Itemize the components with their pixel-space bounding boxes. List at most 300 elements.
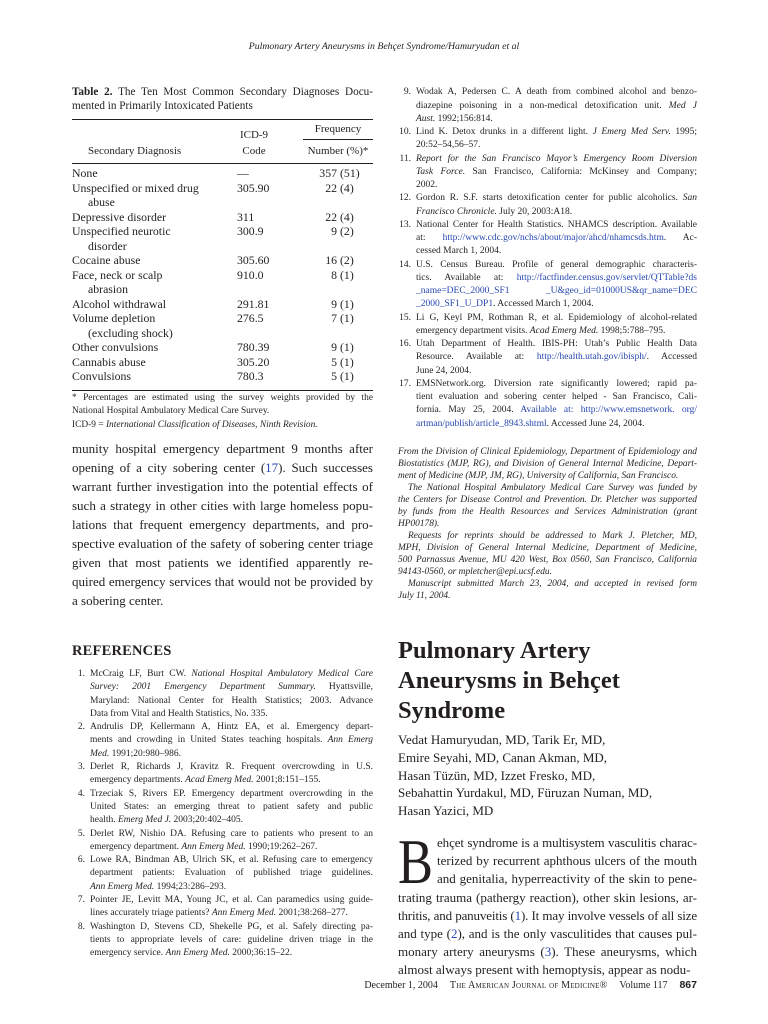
affiliation-line xyxy=(398,494,697,506)
text-run: Lowe RA, Bindman AB, Ulrich SK, et al. Refusing care to emergency xyxy=(90,855,373,866)
reference-number: 3. xyxy=(77,762,85,773)
diagnosis-cell: abrasion xyxy=(88,282,128,296)
affiliation-line xyxy=(398,458,697,470)
text-run: The Ten Most Common Secondary Diagnoses Docu- xyxy=(112,86,373,98)
text-run: . Accessed March 1, 2004. xyxy=(493,299,594,310)
text-run: Vedat Hamuryudan, MD, Tarik Er, MD, xyxy=(398,732,606,747)
text-run: spective evaluation of the safety of sobering center triage xyxy=(72,535,373,551)
table-row xyxy=(72,181,373,210)
header-code: Code xyxy=(242,145,266,157)
reference-line xyxy=(416,153,697,166)
text-run: Syndrome xyxy=(398,697,506,724)
reference-number: 17. xyxy=(399,378,411,389)
count-cell: 9 xyxy=(331,340,337,354)
text-run: ment of Medicine (MJP, JM, RG), University of California, San Francisco. xyxy=(398,471,679,481)
link[interactable]: _2000_SF1_U_DP1 xyxy=(416,299,494,310)
diagnosis-cell: Cocaine abuse xyxy=(72,253,141,267)
reference-number: 9. xyxy=(403,87,411,98)
text-run: trating trauma (pathergy reaction), other skin lesions, ar- xyxy=(398,889,697,905)
reference-line xyxy=(416,298,697,311)
text-line xyxy=(398,767,697,785)
text-run: Data from Vital and Health Statistics, No. 335. xyxy=(90,708,268,719)
italic-run: National Hospital Ambulatory Medical Care xyxy=(191,669,373,679)
text-run: San Francisco, California: McKinsey and Company; xyxy=(465,166,697,177)
reference-item xyxy=(72,854,373,894)
text-run: 2003;20:402–405. xyxy=(171,815,243,826)
table-row xyxy=(72,369,373,384)
text-run: Lind K. Detox drunks in a different light. xyxy=(416,127,593,138)
reference-text xyxy=(416,338,697,378)
reference-text xyxy=(416,312,697,339)
percent-cell: (2) xyxy=(340,253,354,267)
affiliation-line xyxy=(398,566,697,578)
footnote-line xyxy=(72,419,373,432)
table-caption xyxy=(72,85,373,113)
text-run: emergency department visits. xyxy=(416,325,530,336)
link[interactable]: http://www.cdc.gov/nchs/about/major/ahcd/nhamcsds.htm xyxy=(442,233,664,244)
reference-item xyxy=(72,668,373,721)
reference-item xyxy=(72,761,373,788)
table-row xyxy=(72,268,373,297)
text-run: EMSNetwork.org. Diversion rate significantly lowered; rapid pa- xyxy=(416,378,697,389)
reference-line xyxy=(90,734,373,747)
text-line xyxy=(398,696,697,726)
reference-line xyxy=(416,232,697,245)
text-run: Hasan Yazici, MD xyxy=(398,803,494,819)
text-line xyxy=(398,666,697,696)
text-run: thritis, and panuveitis ( xyxy=(398,907,515,923)
text-run: by funds from the Health Resources and Services Administration (grant xyxy=(398,507,697,517)
reference-text xyxy=(90,894,373,921)
affiliation-line xyxy=(398,554,697,566)
text-run: emergency departments. xyxy=(90,775,186,786)
text-run: lations that frequent emergency departments, and pro- xyxy=(72,516,373,532)
reference-line xyxy=(416,113,697,126)
text-run: ments and crowding in United States teaching hospitals. xyxy=(90,735,328,746)
reference-line xyxy=(90,788,373,801)
text-run: such a strategy in other cities with large homeless popu- xyxy=(72,497,373,513)
footnote-line xyxy=(72,405,373,418)
text-run: a sobering center. xyxy=(72,592,164,608)
footnote xyxy=(72,419,373,432)
text-run: quired emergency services that would not be provided by xyxy=(72,573,373,589)
affiliation-paragraph xyxy=(398,578,697,602)
text-run: McCraig LF, Burt CW. xyxy=(90,669,192,679)
text-run: cessed March 1, 2004. xyxy=(416,246,502,257)
drop-cap: B xyxy=(398,826,434,897)
reference-number: 6. xyxy=(77,855,85,866)
diagnosis-cell: Alcohol withdrawal xyxy=(72,296,167,311)
reference-line xyxy=(416,312,697,325)
text-run: mented in Primarily Intoxicated Patients xyxy=(72,100,253,112)
italic-run: Emerg Med J. xyxy=(117,815,172,826)
reference-line xyxy=(416,285,697,298)
reference-line xyxy=(90,801,373,814)
reference-line xyxy=(416,100,697,113)
text-run: June 24, 2004. xyxy=(416,365,472,376)
reference-line xyxy=(416,166,697,179)
text-run: tient evaluation and sobering center helped - San Francisco, Cali- xyxy=(416,392,697,403)
reference-line xyxy=(90,854,373,867)
text-run: 1990;19:262–267. xyxy=(245,841,318,852)
reference-text xyxy=(416,126,697,153)
text-line xyxy=(398,870,697,888)
text-run: the Centers for Disease Control and Prevention. Dr. Pletcher was supported xyxy=(398,495,697,505)
diagnosis-cell: Unspecified neurotic xyxy=(72,224,171,238)
text-line xyxy=(398,961,697,979)
text-run: July 20, 2003:A18. xyxy=(496,206,573,217)
text-line xyxy=(398,834,697,852)
italic-run: Med J xyxy=(668,100,697,111)
reference-text xyxy=(90,828,373,855)
text-run: 1998;5:788–795. xyxy=(598,325,666,336)
text-run: ICD-9 = xyxy=(72,419,106,430)
affiliation-line xyxy=(398,590,697,602)
text-line xyxy=(398,636,697,666)
text-run: 1995; xyxy=(670,127,698,138)
text-run: MPH, Division of General Internal Medicine, Department of Medicine, xyxy=(398,543,697,553)
text-run: 94143-0560, or mpletcher@epi.ucsf.edu. xyxy=(398,567,552,577)
author-affiliation-note xyxy=(398,446,697,602)
reference-line xyxy=(90,814,373,827)
text-line xyxy=(72,477,373,496)
reference-number: 10. xyxy=(399,127,411,138)
text-run: 1992;156:814. xyxy=(435,113,493,124)
header-icd9: ICD-9 xyxy=(239,129,269,141)
reference-number: 12. xyxy=(399,193,411,204)
reference-number: 11. xyxy=(399,153,411,164)
text-run: department patients: Evaluation of published triage guidelines. xyxy=(90,868,373,879)
link[interactable]: 1 xyxy=(514,907,521,923)
count-cell: 357 xyxy=(319,166,337,180)
text-run: United States: an emerging threat to patient safety and public xyxy=(90,801,373,812)
italic-run: Francisco Chronicle. xyxy=(416,206,497,217)
text-run: Emire Seyahi, MD, Canan Akman, MD, xyxy=(398,749,608,765)
reference-item xyxy=(398,338,697,378)
reference-line xyxy=(90,708,373,721)
text-run: ehçet syndrome is a multisystem vasculitis charac- xyxy=(437,835,697,850)
link[interactable]: _name=DEC_2000_SF1 _U&geo_id=01000US&qr_name=DEC xyxy=(416,286,697,297)
reference-number: 8. xyxy=(77,921,85,932)
italic-run: J Emerg Med Serv. xyxy=(592,127,671,138)
table-row xyxy=(72,355,373,370)
reference-line xyxy=(90,721,373,734)
table-bottom-rule xyxy=(72,390,373,391)
reference-number: 16. xyxy=(399,339,411,350)
italic-run: San xyxy=(682,193,697,204)
text-run: . Ac- xyxy=(663,233,697,244)
reference-line xyxy=(416,179,697,192)
reference-line xyxy=(416,272,697,285)
reference-line xyxy=(416,219,697,232)
text-run: Resource. Available at: xyxy=(416,352,537,363)
italic-run: Ann Emerg Med. xyxy=(181,841,246,852)
icd9-code-cell: 276.5 xyxy=(237,311,264,325)
percent-cell: (2) xyxy=(340,224,354,238)
reference-item xyxy=(72,828,373,855)
link[interactable]: artman/publish/article_8943.shtml xyxy=(416,418,547,429)
text-line xyxy=(72,591,373,610)
link[interactable]: http://health.utah.gov/ibisph/ xyxy=(536,352,647,363)
article-body-text xyxy=(398,834,697,980)
reference-line xyxy=(416,245,697,258)
header-number-percent: Number (%)* xyxy=(307,145,369,157)
reference-item xyxy=(72,894,373,921)
reference-line xyxy=(90,947,373,960)
text-run: 20:52–54,56–57. xyxy=(416,140,481,151)
text-run: given that most patients we identified apparently re- xyxy=(72,554,373,570)
diagnosis-cell: disorder xyxy=(88,238,127,253)
reference-line xyxy=(416,378,697,391)
text-run: Gordon R. S.F. starts detoxification center for public alcoholics. xyxy=(416,193,683,204)
reference-item xyxy=(398,192,697,219)
affiliation-line xyxy=(398,446,697,458)
count-cell: 7 xyxy=(331,311,337,325)
text-run: ). These aneurysms, which xyxy=(551,944,697,960)
reference-item xyxy=(398,219,697,259)
text-run: Requests for reprints should be addressed to Mark J. Pletcher, MD, xyxy=(408,531,697,541)
footnote-line xyxy=(72,392,373,405)
icd9-code-cell: 910.0 xyxy=(237,267,264,282)
italic-run: International Classification of Diseases, Ninth Revision. xyxy=(105,419,318,430)
text-run: emergency department. xyxy=(90,841,182,852)
reference-line xyxy=(416,418,697,431)
text-line xyxy=(72,515,373,534)
count-cell: 9 xyxy=(331,224,337,238)
reference-item xyxy=(398,312,697,339)
text-line xyxy=(398,749,697,767)
reference-line xyxy=(90,695,373,708)
text-run: terized by recurrent aphthous ulcers of the mouth xyxy=(437,853,697,869)
text-line xyxy=(72,534,373,553)
italic-run: Med. xyxy=(90,748,110,759)
reference-line xyxy=(416,351,697,364)
reference-number: 1. xyxy=(77,669,85,679)
reference-item xyxy=(398,378,697,431)
table-body xyxy=(72,166,373,384)
affiliation-line xyxy=(398,530,697,542)
reference-line xyxy=(416,365,697,378)
text-run: almost always present with hemoptysis, appear as nodu- xyxy=(398,962,691,978)
count-cell: 8 xyxy=(331,267,337,282)
text-run: diazepine poisoning in a non-medical detoxification unit. xyxy=(416,100,669,111)
text-run: Derlet R, Richards J, Kravitz R. Frequent overcrowding in U.S. xyxy=(90,762,373,773)
text-run: Derlet RW, Nishio DA. Refusing care to patients who present to an xyxy=(90,828,373,839)
text-run: munity hospital emergency department 9 months after xyxy=(72,440,373,456)
diagnosis-cell: Volume depletion xyxy=(72,311,156,325)
text-line xyxy=(398,852,697,870)
text-run: tics. Available at: xyxy=(416,272,517,283)
body-text-left xyxy=(72,439,373,610)
reference-line xyxy=(90,761,373,774)
percent-cell: (4) xyxy=(340,209,354,224)
text-run: health. xyxy=(90,815,118,826)
reference-line xyxy=(416,391,697,404)
icd9-code-cell: 780.39 xyxy=(237,340,270,354)
reference-line xyxy=(90,668,373,681)
link[interactable]: http://factfinder.census.gov/servlet/QTTable?ds xyxy=(516,272,697,283)
text-line xyxy=(398,925,697,943)
reference-text xyxy=(90,788,373,828)
text-line xyxy=(72,99,373,113)
text-run: * Percentages are estimated using the survey weights provided by the xyxy=(72,393,373,403)
text-run: 2000;36:15–22. xyxy=(229,948,293,959)
reference-line xyxy=(416,192,697,205)
reference-number: 13. xyxy=(399,219,411,230)
footnote xyxy=(72,392,373,419)
text-run: ). It may involve vessels of all size xyxy=(520,907,697,923)
icd9-code-cell: 780.3 xyxy=(237,369,264,383)
text-run: HP00178). xyxy=(398,519,440,529)
reference-text xyxy=(90,668,373,721)
text-line xyxy=(72,572,373,591)
diagnosis-cell: Depressive disorder xyxy=(72,209,167,224)
reference-line xyxy=(90,748,373,761)
text-run: 2001;8:151–155. xyxy=(253,775,321,786)
reference-line xyxy=(416,404,697,417)
reference-line xyxy=(90,934,373,947)
link[interactable]: 3 xyxy=(544,944,552,960)
text-run: National Center for Health Statistics. NHAMCS description. Available xyxy=(416,219,697,230)
text-line xyxy=(398,889,697,907)
reference-item xyxy=(398,126,697,153)
italic-run: Ann Emerg xyxy=(327,735,373,746)
reference-text xyxy=(90,854,373,894)
text-run: lines accurately triage patients? xyxy=(90,908,212,919)
references-left-column xyxy=(72,668,373,961)
reference-line xyxy=(416,338,697,351)
icd9-code-cell: 291.81 xyxy=(237,296,270,311)
text-run: monary artery aneurysms ( xyxy=(398,944,545,960)
count-cell: 16 xyxy=(325,253,337,267)
diagnosis-cell: abuse xyxy=(88,195,115,209)
article-authors xyxy=(398,731,697,820)
reference-text xyxy=(90,721,373,761)
reference-line xyxy=(90,894,373,907)
text-run: 1994;23:286–293. xyxy=(154,881,227,892)
reference-line xyxy=(90,921,373,934)
text-run: Pulmonary Artery xyxy=(398,637,591,664)
text-run: The National Hospital Ambulatory Medical Care Survey was funded by xyxy=(408,483,697,493)
reference-text xyxy=(90,921,373,961)
reference-item xyxy=(72,921,373,961)
bold-run: Table 2. xyxy=(72,86,113,98)
table-row xyxy=(72,340,373,355)
affiliation-line xyxy=(398,542,697,554)
reference-line xyxy=(416,126,697,139)
text-line xyxy=(398,907,697,925)
count-cell: 5 xyxy=(331,354,337,369)
text-run: opening of a city sobering center ( xyxy=(72,459,266,475)
affiliation-paragraph xyxy=(398,482,697,530)
text-run: From the Division of Clinical Epidemiology, Department of Epidemiology and xyxy=(398,447,697,457)
count-cell: 9 xyxy=(331,296,337,311)
text-run: Washington D, Stevens CD, Shekelle PG, et al. Safely directing pa- xyxy=(90,921,373,932)
diagnosis-cell: Unspecified or mixed drug xyxy=(72,180,199,195)
link[interactable]: 2 xyxy=(450,926,458,942)
references-heading: REFERENCES xyxy=(72,643,172,659)
link[interactable]: 17 xyxy=(265,459,279,475)
text-run: U.S. Census Bureau. Profile of general demographic characteris- xyxy=(416,259,697,270)
text-run: Andrulis DP, Kellermann A, Hintz EA, et al. Emergency depart- xyxy=(90,722,373,733)
reference-item xyxy=(72,721,373,761)
affiliation-line xyxy=(398,518,697,530)
icd9-code-cell: 300.9 xyxy=(237,224,264,238)
percent-cell: (51) xyxy=(340,166,360,180)
reference-item xyxy=(398,86,697,126)
text-line xyxy=(72,458,373,477)
icd9-code-cell: 305.20 xyxy=(237,354,270,369)
text-line xyxy=(72,85,373,99)
reference-item xyxy=(398,259,697,312)
italic-run: Aust. xyxy=(416,113,436,124)
text-run: Hyattsville, xyxy=(315,682,373,693)
text-run: at: xyxy=(416,233,443,244)
reference-text xyxy=(416,192,697,219)
reference-line xyxy=(416,86,697,99)
percent-cell: (1) xyxy=(340,354,354,369)
table-row xyxy=(72,253,373,268)
text-run: Wodak A, Pedersen C. A death from combined alcohol and benzo- xyxy=(416,87,697,98)
diagnosis-cell: (excluding shock) xyxy=(88,325,173,340)
count-cell: 22 xyxy=(325,180,337,195)
volume-number: Volume 117 xyxy=(619,980,668,991)
reference-line xyxy=(416,139,697,152)
reference-line xyxy=(90,907,373,920)
text-line xyxy=(398,731,697,749)
table-row xyxy=(72,311,373,340)
percent-cell: (1) xyxy=(340,311,354,325)
diagnosis-cell: Convulsions xyxy=(72,369,131,383)
affiliation-paragraph xyxy=(398,530,697,578)
icd9-code-cell: 305.90 xyxy=(237,180,270,195)
text-run: emergency service. xyxy=(90,948,166,959)
text-run: warrant further investigation into the potential effects of xyxy=(72,478,373,494)
reference-line xyxy=(90,774,373,787)
reference-line xyxy=(90,828,373,841)
text-run: Manuscript submitted March 23, 2004, and accepted in revised form xyxy=(408,579,697,589)
italic-run: Acad Emerg Med. xyxy=(185,775,254,786)
italic-run: Survey: 2001 Emergency Department Summary. xyxy=(90,682,316,693)
text-run: Sebahattin Yurdakul, MD, Füruzan Numan, MD, xyxy=(398,785,653,801)
text-run: tients to appropriate levels of care: guideline driven triage in the xyxy=(90,934,373,945)
table-footnotes xyxy=(72,392,373,432)
table-row xyxy=(72,166,373,181)
affiliation-line xyxy=(398,482,697,494)
text-line xyxy=(72,496,373,515)
reference-line xyxy=(416,206,697,219)
references-right-column xyxy=(398,86,697,431)
reference-text xyxy=(416,153,697,193)
link[interactable]: Available at: http://www.emsnetwork. org/ xyxy=(520,405,697,416)
reference-item xyxy=(398,153,697,193)
percent-cell: (1) xyxy=(340,296,354,311)
diagnosis-cell: Other convulsions xyxy=(72,340,159,354)
header-secondary-diagnosis: Secondary Diagnosis xyxy=(88,145,182,157)
journal-name: The American Journal of Medicine® xyxy=(449,980,608,991)
text-run: Utah Department of Health. IBIS-PH: Utah’s Public Health Data xyxy=(416,339,697,350)
text-run: Trzeciak S, Rivers EP. Emergency department overcrowding in the xyxy=(90,788,373,799)
reference-line xyxy=(90,867,373,880)
text-run: 1991;20:980–986. xyxy=(109,748,182,759)
text-run: ), and is the only vasculitides that causes pul- xyxy=(457,926,697,942)
reference-line xyxy=(416,325,697,338)
reference-line xyxy=(416,259,697,272)
count-cell: 22 xyxy=(325,209,337,224)
table-row xyxy=(72,297,373,312)
affiliation-line xyxy=(398,470,697,482)
text-line xyxy=(72,439,373,458)
